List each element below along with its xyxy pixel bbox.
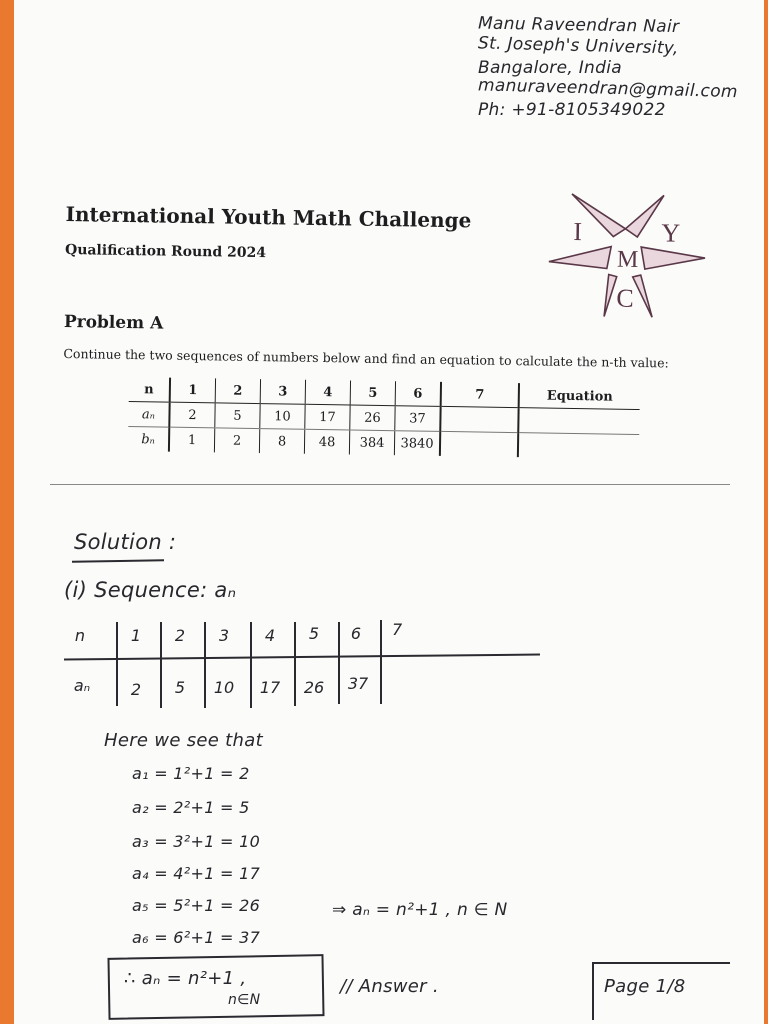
logo-shape-upper-right	[625, 195, 664, 238]
section-divider	[50, 484, 730, 485]
boxed-formula: ∴ aₙ = n²+1 ,	[124, 968, 247, 989]
author-city: Bangalore, India	[478, 58, 622, 78]
answer-label: // Answer .	[340, 976, 439, 997]
observation-note: Here we see that	[104, 730, 263, 751]
author-email: manuraveendran@gmail.com	[477, 75, 739, 103]
solution-n-cell: 4	[264, 626, 276, 645]
problem-cell: 5	[215, 403, 260, 429]
problem-cell: 1	[169, 427, 215, 452]
problem-cell: 8	[259, 429, 304, 454]
solution-table-divider	[338, 622, 340, 704]
step-line: a₆ = 6²+1 = 37	[132, 928, 261, 947]
solution-a-cell: 37	[347, 674, 369, 693]
logo-letter-c: C	[616, 283, 634, 313]
problem-header-cell: 6	[395, 381, 441, 406]
step-line: a₃ = 3²+1 = 10	[132, 832, 261, 851]
solution-a-cell: 17	[259, 678, 281, 697]
problem-table	[128, 377, 640, 459]
solution-n-cell: 6	[350, 624, 362, 643]
step-line: a₁ = 1²+1 = 2	[132, 764, 250, 783]
competition-title: International Youth Math Challenge	[65, 201, 472, 233]
problem-header-cell: 7	[441, 382, 519, 408]
problem-cell: 2	[169, 402, 215, 428]
solution-n-cell: 3	[218, 626, 230, 645]
solution-table-divider	[160, 622, 162, 708]
step-line: a₅ = 5²+1 = 26	[132, 896, 261, 915]
contact-block	[477, 13, 758, 121]
solution-heading: Solution :	[74, 530, 177, 554]
author-university: St. Joseph's University,	[477, 33, 679, 59]
problem-row-label: bₙ	[141, 431, 156, 447]
problem-cell-equation	[518, 408, 639, 435]
problem-title: Problem A	[63, 311, 164, 334]
logo-letter-y: Y	[661, 218, 681, 248]
logo-shape-left	[549, 246, 611, 269]
step-line: a₄ = 4²+1 = 17	[132, 864, 261, 883]
problem-cell-blank	[440, 431, 518, 457]
round-subtitle: Qualification Round 2024	[64, 241, 267, 262]
problem-cell: 2	[214, 428, 259, 453]
logo-letter-m: M	[616, 246, 639, 273]
solution-a-cell: 10	[213, 678, 235, 697]
problem-header-n: n	[129, 377, 170, 402]
logo-letter-i: I	[573, 216, 583, 247]
logo-shape-bottom-left	[604, 274, 617, 316]
solution-table-divider	[380, 620, 382, 704]
problem-cell-equation	[518, 433, 639, 459]
problem-cell: 10	[260, 404, 305, 430]
problem-header-cell: 2	[215, 378, 260, 403]
solution-n-cell: 5	[308, 624, 320, 643]
problem-header-cell: 4	[305, 380, 350, 405]
solution-n-cell: 7	[392, 620, 403, 639]
solution-table-divider	[204, 622, 206, 708]
problem-cell-blank	[440, 406, 518, 432]
solution-table-divider	[116, 622, 118, 706]
solution-table-divider	[294, 622, 296, 706]
solution-table-divider	[250, 622, 252, 708]
problem-header-cell: 5	[350, 380, 395, 405]
sequence-heading: (i) Sequence: aₙ	[64, 578, 237, 602]
problem-row-label: aₙ	[128, 402, 169, 428]
problem-header-cell: 1	[170, 378, 216, 403]
page-number: Page 1/8	[604, 976, 686, 997]
problem-cell: 17	[305, 404, 350, 430]
author-name: Manu Raveendran Nair	[477, 13, 680, 38]
problem-cell: 3840	[394, 431, 440, 456]
problem-text: Continue the two sequences of numbers below and find an equation to calculate the n-th value:	[63, 345, 669, 371]
boxed-domain: n∈N	[228, 992, 261, 1008]
solution-a-cell: 5	[174, 678, 186, 697]
step-line: a₂ = 2²+1 = 5	[132, 798, 250, 817]
iymc-logo	[544, 190, 716, 323]
general-formula: ⇒ aₙ = n²+1 , n ∈ N	[332, 900, 508, 920]
problem-cell: 26	[350, 405, 395, 431]
problem-cell: 384	[349, 430, 394, 455]
logo-shape-right	[641, 247, 705, 270]
problem-cell: 37	[395, 406, 441, 432]
problem-cell: 48	[304, 429, 349, 454]
problem-header-equation: Equation	[519, 383, 640, 409]
logo-shape-bottom-right	[632, 275, 653, 317]
paper-sheet	[14, 0, 764, 1024]
solution-a-cell: 2	[130, 680, 142, 699]
solution-n-cell: 1	[130, 626, 142, 645]
solution-n-label: n	[74, 626, 86, 645]
solution-n-cell: 2	[174, 626, 186, 645]
solution-a-cell: 26	[303, 678, 325, 697]
author-phone: Ph: +91-8105349022	[478, 100, 666, 120]
problem-header-cell: 3	[260, 379, 305, 404]
solution-a-label: aₙ	[73, 676, 91, 695]
